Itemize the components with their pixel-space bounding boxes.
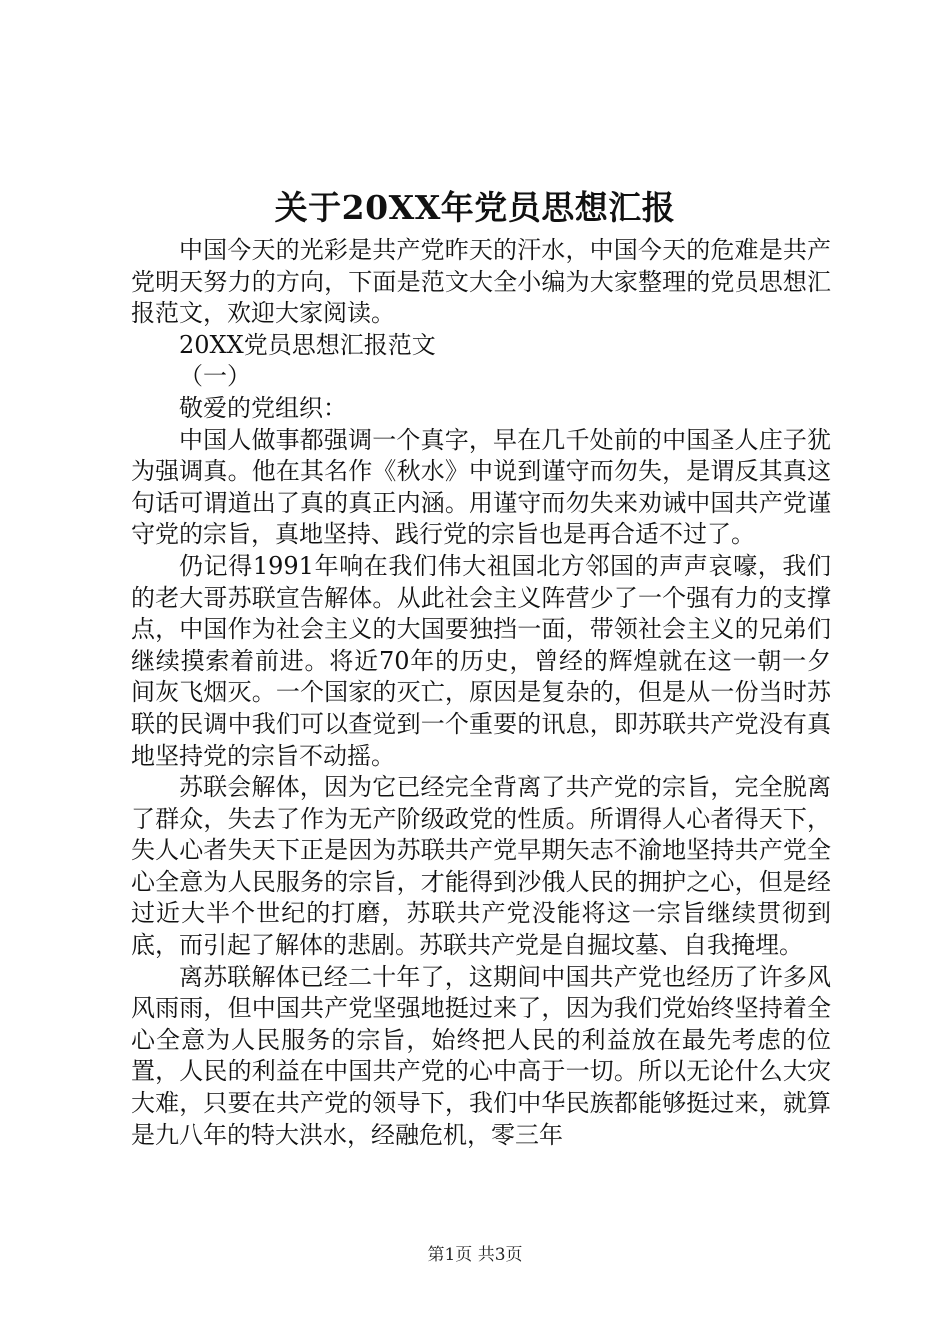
paragraph: 离苏联解体已经二十年了，这期间中国共产党也经历了许多风风雨雨，但中国共产党坚强地挺过来了，因为我们党始终坚持着全心全意为人民服务的宗旨，始终把人民的利益放在最先考虑的位置，人民的利益在中国共产党的心中高于一切。所以无论什么大灾大难，只要在共产党的领导下，我们中华民族都能够挺过来，就算是九八年的特大洪水，经融危机，零三年 — [131, 962, 831, 1149]
paragraph: 中国人做事都强调一个真字，早在几千处前的中国圣人庄子犹为强调真。他在其名作《秋水》中说到谨守而勿失，是谓反其真这句话可谓道出了真的真正内涵。用谨守而勿失来劝诫中国共产党谨守党的宗旨，真地坚持、践行党的宗旨也是再合适不过了。 — [131, 425, 831, 549]
document-title: 关于20XX年党员思想汇报 — [274, 188, 676, 227]
section-number: （一） — [179, 362, 251, 391]
document-body — [131, 235, 831, 1151]
paragraph-intro: 中国今天的光彩是共产党昨天的汗水，中国今天的危难是共产党明天努力的方向，下面是范文大全小编为大家整理的党员思想汇报范文，欢迎大家阅读。 — [131, 236, 831, 328]
paragraph: 苏联会解体，因为它已经完全背离了共产党的宗旨，完全脱离了群众，失去了作为无产阶级政党的性质。所谓得人心者得天下，失人心者失天下正是因为苏联共产党早期矢志不渝地坚持共产党全心全意为人民服务的宗旨，才能得到沙俄人民的拥护之心，但是经过近大半个世纪的打磨，苏联共产党没能将这一宗旨继续贯彻到底，而引起了解体的悲剧。苏联共产党是自掘坟墓、自我掩埋。 — [131, 773, 831, 960]
salutation: 敬爱的党组织： — [179, 393, 347, 422]
paragraph: 仍记得1991年响在我们伟大祖国北方邻国的声声哀嚎，我们的老大哥苏联宣告解体。从此社会主义阵营少了一个强有力的支撑点，中国作为社会主义的大国要独挡一面，带领社会主义的兄弟们继续摸索着前进。将近70年的历史，曾经的辉煌就在这一朝一夕间灰飞烟灭。一个国家的灭亡，原因是复杂的，但是从一份当时苏联的民调中我们可以查觉到一个重要的讯息，即苏联共产党没有真地坚持党的宗旨不动摇。 — [131, 551, 831, 770]
section-heading: 20XX党员思想汇报范文 — [179, 330, 436, 359]
page-number-footer: 第1页 共3页 — [427, 1245, 523, 1265]
